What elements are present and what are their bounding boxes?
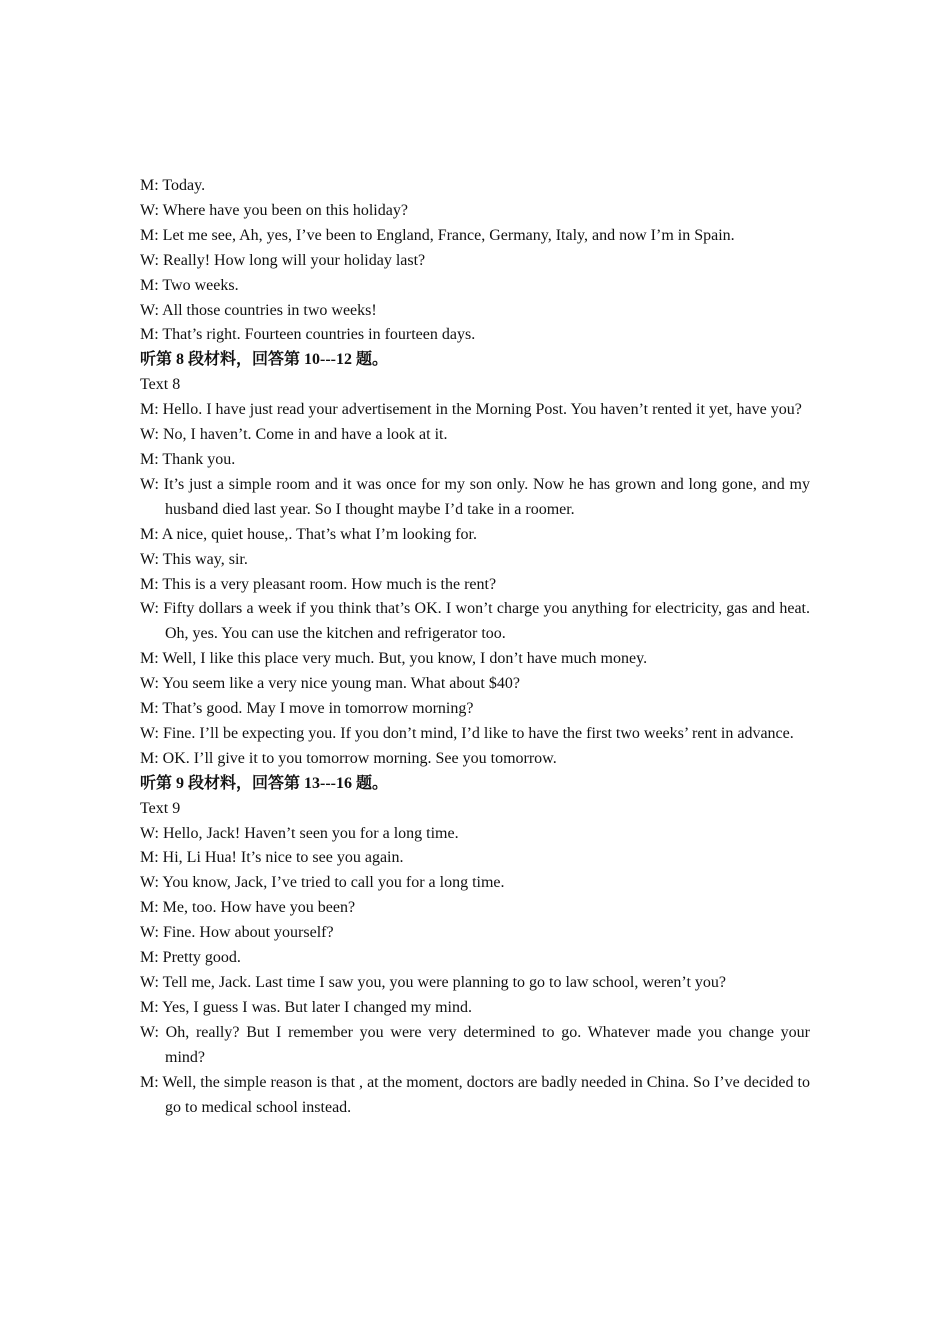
dialogue-line: M: Hi, Li Hua! It’s nice to see you again. [140,849,404,867]
dialogue-line: M: Yes, I guess I was. But later I changed my mind. [140,998,472,1016]
dialogue-line: W: This way, sir. [140,550,248,568]
dialogue-line: M: Well, the simple reason is that , at the moment, doctors are badly needed in China. So I’ve decided to go to medical school instead. [140,1073,810,1116]
transcript-body [140,174,810,1120]
dialogue-line: W: Where have you been on this holiday? [140,201,408,219]
dialogue-line: W: It’s just a simple room and it was once for my son only. Now he has grown and long gone, and my husband died last year. So I thought maybe I’d take in a roomer. [140,475,810,518]
dialogue-line: W: Hello, Jack! Haven’t seen you for a long time. [140,824,459,842]
dialogue-line: W: Fine. How about yourself? [140,924,334,942]
dialogue-line: W: You seem like a very nice young man. What about $40? [140,675,520,693]
dialogue-line: M: Two weeks. [140,276,239,294]
dialogue-line: M: That’s good. May I move in tomorrow morning? [140,700,474,718]
dialogue-line: W: All those countries in two weeks! [140,301,377,319]
dialogue-line: W: You know, Jack, I’ve tried to call you for a long time. [140,874,505,892]
dialogue-line: M: Thank you. [140,450,236,468]
dialogue-line: M: A nice, quiet house,. That’s what I’m looking for. [140,525,477,543]
dialogue-line: W: Fine. I’ll be expecting you. If you don’t mind, I’d like to have the first two weeks’ rent in advance. [140,724,794,742]
dialogue-line: M: OK. I’ll give it to you tomorrow morning. See you tomorrow. [140,749,557,767]
dialogue-line: Text 9 [140,799,181,817]
dialogue-line: M: This is a very pleasant room. How much is the rent? [140,575,497,593]
dialogue-line: W: Fifty dollars a week if you think that’s OK. I won’t charge you anything for electricity, gas and heat. Oh, yes. You can use the kitchen and refrigerator too. [140,600,810,643]
dialogue-line: M: Me, too. How have you been? [140,899,356,917]
section-heading: 听第 8 段材料，回答第 10---12 题。 [140,351,388,369]
dialogue-line: M: Today. [140,177,206,194]
section-heading: 听第 9 段材料，回答第 13---16 题。 [140,774,388,792]
dialogue-line: Text 8 [140,376,181,394]
dialogue-line: M: Let me see, Ah, yes, I’ve been to England, France, Germany, Italy, and now I’m in Spain. [140,226,735,244]
dialogue-line: W: No, I haven’t. Come in and have a look at it. [140,426,448,444]
dialogue-line: M: Hello. I have just read your advertisement in the Morning Post. You haven’t rented it yet, have you? [140,401,802,419]
dialogue-line: W: Tell me, Jack. Last time I saw you, you were planning to go to law school, weren’t you? [140,974,726,991]
dialogue-line: M: That’s right. Fourteen countries in fourteen days. [140,326,476,344]
dialogue-line: M: Pretty good. [140,949,241,967]
dialogue-line: W: Really! How long will your holiday last? [140,251,426,269]
dialogue-line: M: Well, I like this place very much. But, you know, I don’t have much money. [140,650,648,668]
dialogue-line: W: Oh, really? But I remember you were very determined to go. Whatever made you change your mind? [140,1023,810,1066]
